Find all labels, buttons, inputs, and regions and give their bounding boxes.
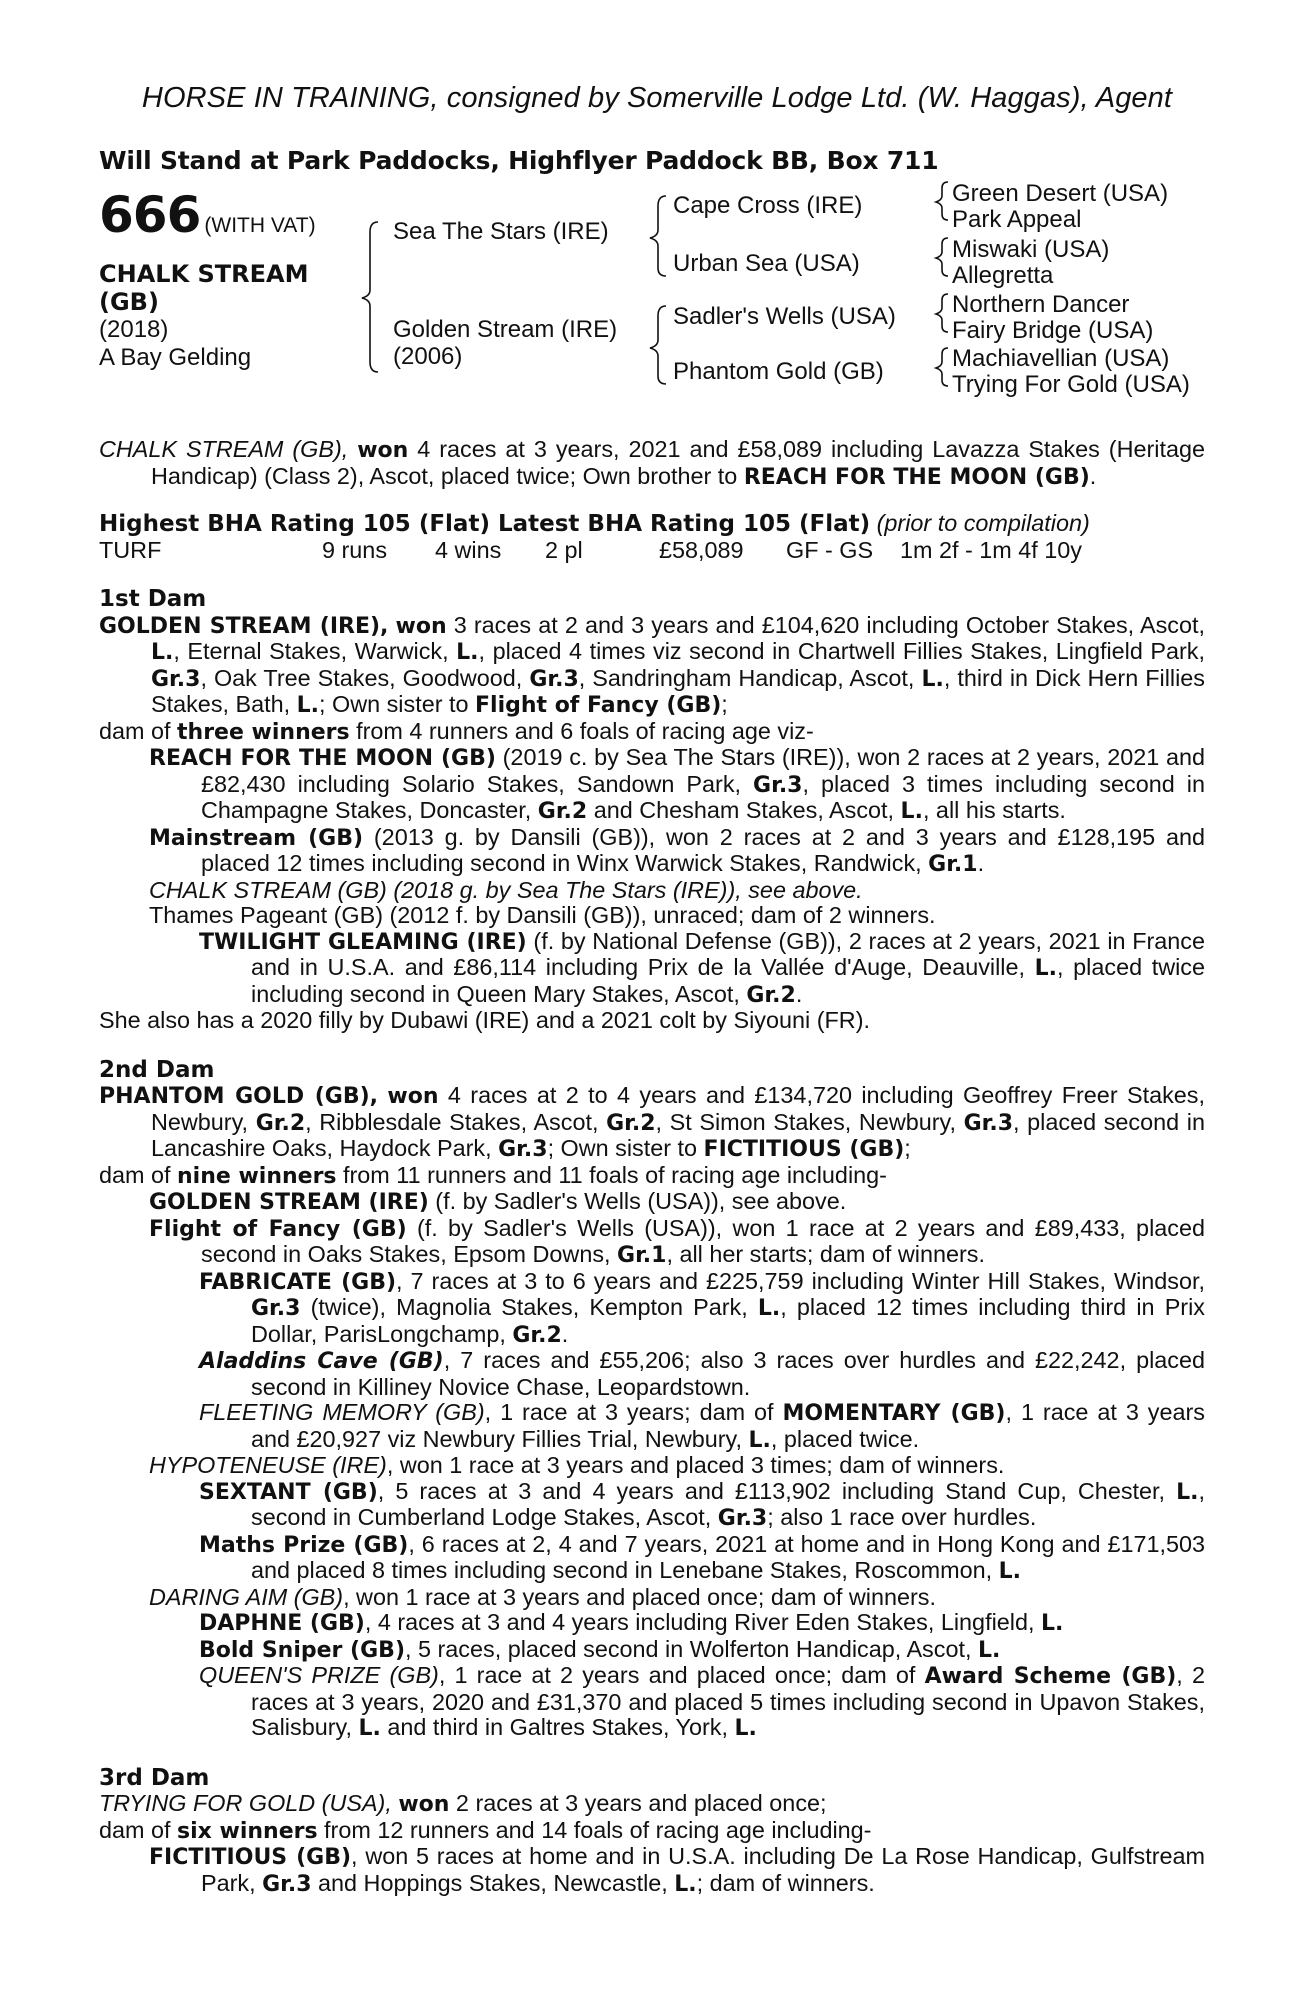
produce-bold-sniper: Bold Sniper (GB), 5 races, placed second in Wolferton Handicap, Ascot, L.: [199, 1635, 1001, 1663]
third-dam-produce-summary: dam of six winners from 12 runners and 14 foals of racing age including-: [99, 1816, 872, 1844]
third-dam-record: TRYING FOR GOLD (USA), won 2 races at 3 years and placed once;: [99, 1790, 827, 1817]
race-record: TURF 9 runs 4 wins 2 pl £58,089 GF - GS 1m 2f - 1m 4f 10y: [99, 536, 1082, 563]
produce-hypoteneuse: HYPOTENEUSE (IRE), won 1 race at 3 years and placed 3 times; dam of winners.: [149, 1452, 1005, 1478]
horse-name-line2: (GB): [99, 288, 159, 316]
second-dam-produce-summary: dam of nine winners from 11 runners and 11 foals of racing age including-: [99, 1161, 887, 1189]
pedigree-sire: Sea The Stars (IRE): [393, 218, 609, 245]
pedigree-ds-sire: Northern Dancer: [952, 291, 1130, 318]
first-dam-heading: 1st Dam: [99, 586, 207, 612]
second-dam-heading: 2nd Dam: [99, 1056, 215, 1083]
horse-description: A Bay Gelding: [99, 344, 252, 371]
produce-fleeting-memory: FLEETING MEMORY (GB), 1 race at 3 years; dam of MOMENTARY (GB), 1 race at 3 years and £20,927 viz Newbury Fillies Trial, Newbury, L., placed twice.: [199, 1399, 1206, 1453]
pedigree-dam: Golden Stream (IRE): [393, 316, 618, 343]
horse-name-line1: CHALK STREAM: [99, 260, 309, 288]
produce-sextant: SEXTANT (GB), 5 races at 3 and 4 years and £113,902 including Stand Cup, Chester, L., second in Cumberland Lodge Stakes, Ascot, Gr.3; also 1 race over hurdles.: [199, 1477, 1205, 1531]
stand-location: Will Stand at Park Paddocks, Highflyer Paddock BB, Box 711: [99, 146, 939, 175]
catalogue-body: [99, 437, 1205, 1897]
first-dam-produce-summary: dam of three winners from 4 runners and 6 foals of racing age viz-: [99, 717, 814, 745]
produce-fictitious: FICTITIOUS (GB), won 5 races at home and in U.S.A. including De La Rose Handicap, Gulfstream Park, Gr.3 and Hoppings Stakes, Newcastle, L.; dam of winners.: [149, 1843, 1206, 1897]
race-summary: CHALK STREAM (GB), won 4 races at 3 years, 2021 and £58,089 including Lavazza Stakes (Heritage Handicap) (Class 2), Ascot, placed twice; Own brother to REACH FOR THE MOON (GB).: [99, 436, 1205, 490]
produce-thames-pageant: Thames Pageant (GB) (2012 f. by Dansili (GB)), unraced; dam of 2 winners.: [149, 902, 936, 928]
pedigree-dd-sire: Machiavellian (USA): [952, 345, 1170, 372]
first-dam-young-stock: She also has a 2020 filly by Dubawi (IRE) and a 2021 colt by Siyouni (FR).: [99, 1007, 870, 1033]
produce-queens-prize: QUEEN'S PRIZE (GB), 1 race at 2 years and placed once; dam of Award Scheme (GB), 2 races at 3 years, 2020 and £31,370 and placed 5 times including second in Upavon Stakes, Salisbury, L. and third in Galtres Stakes, York, L.: [199, 1662, 1205, 1741]
pedigree-sire-dam: Urban Sea (USA): [673, 250, 860, 277]
lot-number: 666: [99, 186, 201, 244]
pedigree-sd-sire: Miswaki (USA): [952, 236, 1110, 263]
second-dam-record: PHANTOM GOLD (GB), won 4 races at 2 to 4 years and £134,720 including Geoffrey Freer Stakes, Newbury, Gr.2, Ribblesdale Stakes, Ascot, Gr.2, St Simon Stakes, Newbury, Gr.3, placed second in Lancashire Oaks, Haydock Park, Gr.3; Own sister to FICTITIOUS (GB);: [99, 1082, 1205, 1162]
vat-note: (WITH VAT): [204, 214, 316, 237]
produce-flight-of-fancy: Flight of Fancy (GB) (f. by Sadler's Wells (USA)), won 1 race at 2 years and £89,433, placed second in Oaks Stakes, Epsom Downs, Gr.1, all her starts; dam of winners.: [149, 1214, 1205, 1268]
pedigree-dam-sire: Sadler's Wells (USA): [673, 303, 896, 330]
horse-year: (2018): [99, 316, 169, 343]
produce-golden-stream: GOLDEN STREAM (IRE) (f. by Sadler's Wells (USA)), see above.: [149, 1188, 847, 1215]
pedigree-dam-dam: Phantom Gold (GB): [673, 358, 884, 385]
first-dam-record: GOLDEN STREAM (IRE), won 3 races at 2 and 3 years and £104,620 including October Stakes, Ascot, L., Eternal Stakes, Warwick, L., placed 4 times viz second in Chartwell Fillies Stakes, Lingfield Park, Gr.3, Oak Tree Stakes, Goodwood, Gr.3, Sandringham Handicap, Ascot, L., third in Dick Hern Fillies Stakes, Bath, L.; Own sister to Flight of Fancy (GB);: [99, 611, 1206, 718]
pedigree-sd-dam: Allegretta: [952, 262, 1054, 289]
produce-maths-prize: Maths Prize (GB), 6 races at 2, 4 and 7 years, 2021 at home and in Hong Kong and £171,503 and placed 8 times including second in Lenebane Stakes, Roscommon, L.: [199, 1530, 1205, 1584]
page-header: HORSE IN TRAINING, consigned by Somerville Lodge Ltd. (W. Haggas), Agent: [141, 82, 1173, 114]
third-dam-heading: 3rd Dam: [99, 1764, 210, 1791]
pedigree-dd-dam: Trying For Gold (USA): [952, 371, 1190, 398]
produce-daphne: DAPHNE (GB), 4 races at 3 and 4 years including River Eden Stakes, Lingfield, L.: [199, 1609, 1064, 1636]
produce-fabricate: FABRICATE (GB), 7 races at 3 to 6 years and £225,759 including Winter Hill Stakes, Windsor, Gr.3 (twice), Magnolia Stakes, Kempton Park, L., placed 12 times including third in Prix Dollar, ParisLongchamp, Gr.2.: [199, 1267, 1205, 1348]
produce-reach-for-the-moon: REACH FOR THE MOON (GB) (2019 c. by Sea The Stars (IRE)), won 2 races at 2 years, 2021 and £82,430 including Solario Stakes, Sandown Park, Gr.3, placed 3 times including second in Champagne Stakes, Doncaster, Gr.2 and Chesham Stakes, Ascot, L., all his starts.: [149, 744, 1206, 824]
pedigree-dam-year: (2006): [393, 343, 463, 370]
produce-mainstream: Mainstream (GB) (2013 g. by Dansili (GB)), won 2 races at 2 and 3 years and £128,195 and placed 12 times including second in Winx Warwick Stakes, Randwick, Gr.1.: [149, 823, 1205, 877]
produce-daring-aim: DARING AIM (GB), won 1 race at 3 years and placed once; dam of winners.: [149, 1583, 936, 1610]
produce-chalk-stream: CHALK STREAM (GB) (2018 g. by Sea The Stars (IRE)), see above.: [149, 876, 863, 903]
pedigree-sire-sire: Cape Cross (IRE): [673, 192, 863, 219]
produce-twilight-gleaming: TWILIGHT GLEAMING (IRE) (f. by National Defense (GB)), 2 races at 2 years, 2021 in France and in U.S.A. and £86,114 including Prix de la Vallée d'Auge, Deauville, L., placed twice including second in Queen Mary Stakes, Ascot, Gr.2.: [199, 927, 1206, 1008]
pedigree-ss-sire: Green Desert (USA): [952, 180, 1169, 207]
produce-aladdins-cave: Aladdins Cave (GB), 7 races and £55,206; also 3 races over hurdles and £22,242, placed second in Killiney Novice Chase, Leopardstown.: [199, 1347, 1205, 1400]
pedigree-ds-dam: Fairy Bridge (USA): [952, 317, 1154, 344]
rating-line: Highest BHA Rating 105 (Flat) Latest BHA Rating 105 (Flat) (prior to compilation): [99, 510, 1090, 537]
pedigree-ss-dam: Park Appeal: [952, 206, 1082, 233]
